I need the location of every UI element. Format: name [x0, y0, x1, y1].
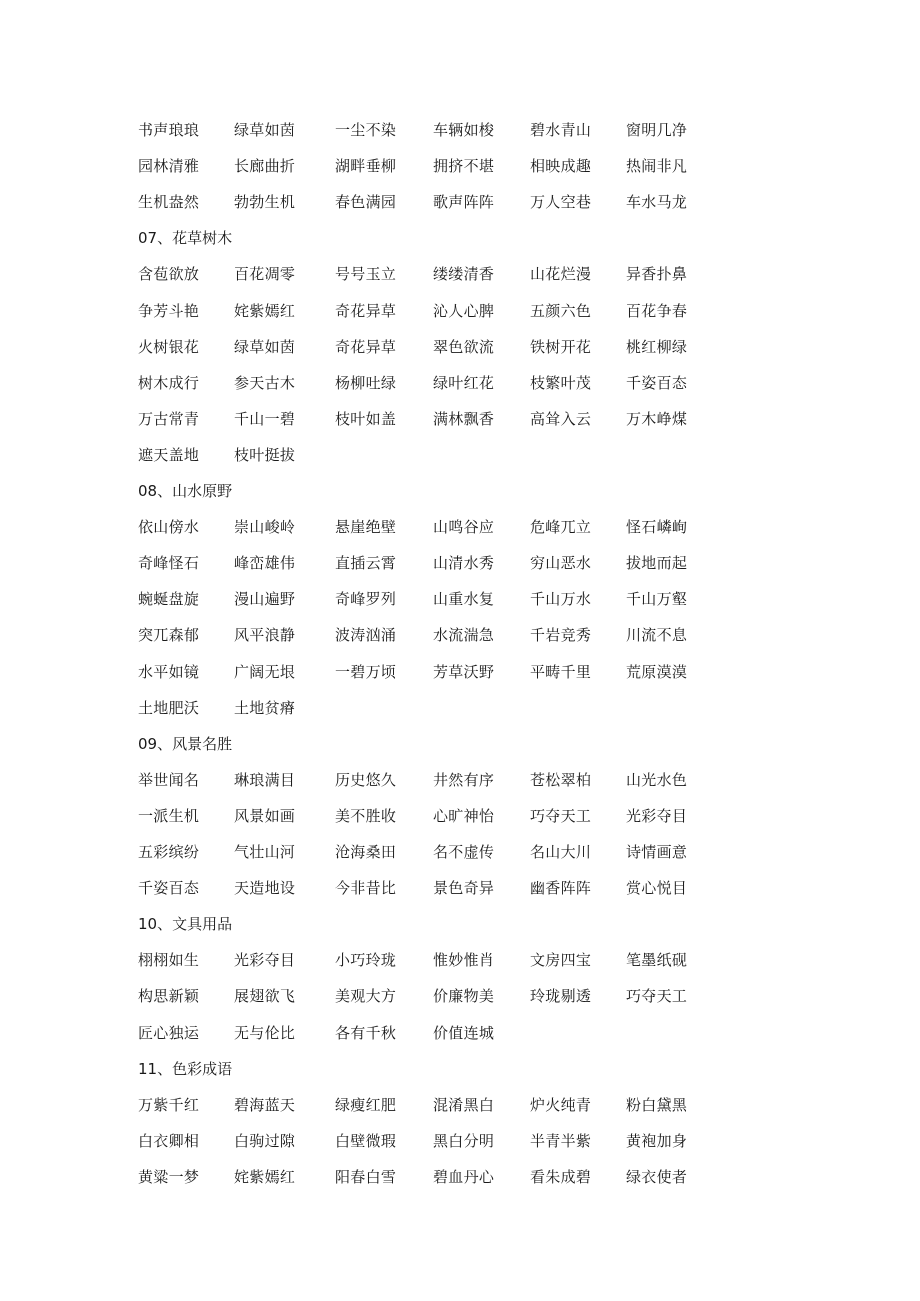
idiom-item: 山清水秀 — [433, 554, 495, 573]
idiom-row — [0, 950, 920, 986]
idiom-item: 铁树开花 — [530, 337, 592, 356]
idiom-item: 山鸣谷应 — [433, 518, 495, 537]
idiom-item: 绿草如茵 — [234, 337, 296, 356]
idiom-item: 千山万壑 — [626, 590, 688, 609]
idiom-item: 构思新颖 — [138, 987, 200, 1006]
idiom-item: 黄袍加身 — [626, 1131, 688, 1150]
idiom-row — [0, 120, 920, 156]
idiom-item: 车水马龙 — [626, 193, 688, 212]
idiom-item: 一碧万顷 — [335, 662, 397, 681]
idiom-item: 风平浪静 — [234, 626, 296, 645]
idiom-item: 千姿百态 — [626, 373, 688, 392]
idiom-item: 生机盎然 — [138, 193, 200, 212]
idiom-item: 火树银花 — [138, 337, 200, 356]
idiom-row — [0, 409, 920, 445]
idiom-item: 一派生机 — [138, 806, 200, 825]
idiom-item: 姹紫嫣红 — [234, 301, 296, 320]
idiom-row — [0, 445, 920, 481]
idiom-item: 千山一碧 — [234, 409, 296, 428]
idiom-item: 高耸入云 — [530, 409, 592, 428]
idiom-item: 举世闻名 — [138, 770, 200, 789]
idiom-row — [0, 589, 920, 625]
idiom-item: 看朱成碧 — [530, 1167, 592, 1186]
idiom-row — [0, 806, 920, 842]
idiom-item: 满林飘香 — [433, 409, 495, 428]
idiom-item: 价廉物美 — [433, 987, 495, 1006]
idiom-item: 赏心悦目 — [626, 879, 688, 898]
idiom-item: 万古常青 — [138, 409, 200, 428]
idiom-item: 井然有序 — [433, 770, 495, 789]
idiom-item: 车辆如梭 — [433, 121, 495, 139]
idiom-row — [0, 1023, 920, 1059]
idiom-row — [0, 770, 920, 806]
idiom-row — [0, 264, 920, 300]
idiom-item: 枝叶如盖 — [335, 409, 397, 428]
idiom-item: 碧水青山 — [530, 121, 592, 139]
idiom-item: 湖畔垂柳 — [335, 157, 397, 176]
idiom-item: 翠色欲流 — [433, 337, 495, 356]
idiom-item: 含苞欲放 — [138, 265, 200, 284]
idiom-item: 书声琅琅 — [138, 121, 200, 139]
idiom-item: 参天古木 — [234, 373, 296, 392]
idiom-item: 树木成行 — [138, 373, 200, 392]
idiom-item: 万木峥煤 — [626, 409, 688, 428]
idiom-item: 景色奇异 — [433, 879, 495, 898]
idiom-item: 绿叶红花 — [433, 373, 495, 392]
idiom-item: 绿草如茵 — [234, 121, 296, 139]
idiom-item: 号号玉立 — [335, 265, 397, 284]
idiom-item: 蜿蜒盘旋 — [138, 590, 200, 609]
idiom-item: 诗情画意 — [626, 843, 688, 861]
idiom-item: 危峰兀立 — [530, 518, 592, 537]
idiom-item: 遮天盖地 — [138, 445, 200, 464]
idiom-item: 沁人心脾 — [433, 301, 495, 320]
section-heading: 09、风景名胜 — [138, 734, 233, 753]
idiom-item: 姹紫嫣红 — [234, 1167, 296, 1186]
idiom-row — [0, 1095, 920, 1131]
idiom-row — [0, 553, 920, 589]
idiom-item: 名不虚传 — [433, 843, 495, 861]
idiom-item: 穷山恶水 — [530, 554, 592, 573]
idiom-item: 春色满园 — [335, 193, 397, 212]
idiom-item: 枝繁叶茂 — [530, 373, 592, 392]
idiom-item: 窗明几净 — [626, 121, 688, 139]
idiom-row — [0, 1131, 920, 1167]
idiom-item: 栩栩如生 — [138, 951, 200, 970]
idiom-item: 绿衣使者 — [626, 1167, 688, 1186]
idiom-item: 价值连城 — [433, 1023, 495, 1042]
idiom-item: 半青半紫 — [530, 1131, 592, 1150]
idiom-item: 炉火纯青 — [530, 1095, 592, 1114]
idiom-item: 奇峰怪石 — [138, 554, 200, 573]
idiom-item: 今非昔比 — [335, 879, 397, 898]
idiom-item: 光彩夺目 — [626, 806, 688, 825]
idiom-row — [0, 986, 920, 1022]
idiom-item: 阳春白雪 — [335, 1167, 397, 1186]
idiom-item: 百花争春 — [626, 301, 688, 320]
idiom-row — [0, 301, 920, 337]
idiom-item: 惟妙惟肖 — [433, 951, 495, 970]
idiom-item: 苍松翠柏 — [530, 770, 592, 789]
idiom-item: 五颜六色 — [530, 301, 592, 320]
idiom-item: 白壁微瑕 — [335, 1131, 397, 1150]
idiom-item: 沧海桑田 — [335, 843, 397, 861]
idiom-item: 长廊曲折 — [234, 157, 296, 176]
idiom-item: 缕缕清香 — [433, 265, 495, 284]
idiom-row — [0, 517, 920, 553]
idiom-item: 歌声阵阵 — [433, 193, 495, 212]
idiom-item: 黄粱一梦 — [138, 1167, 200, 1186]
idiom-item: 风景如画 — [234, 806, 296, 825]
section-heading: 10、文具用品 — [138, 915, 233, 934]
idiom-item: 琳琅满目 — [234, 770, 296, 789]
idiom-item: 一尘不染 — [335, 121, 397, 139]
idiom-item: 天造地设 — [234, 879, 296, 898]
idiom-item: 混淆黑白 — [433, 1095, 495, 1114]
idiom-item: 山重水复 — [433, 590, 495, 609]
idiom-item: 五彩缤纷 — [138, 843, 200, 861]
idiom-item: 桃红柳绿 — [626, 337, 688, 356]
section-heading: 08、山水原野 — [138, 482, 233, 500]
idiom-row — [0, 156, 920, 192]
idiom-item: 拔地而起 — [626, 554, 688, 573]
section-heading: 11、色彩成语 — [138, 1059, 233, 1078]
idiom-item: 万人空巷 — [530, 193, 592, 212]
idiom-item: 山花烂漫 — [530, 265, 592, 284]
idiom-item: 奇花异草 — [335, 301, 397, 320]
idiom-row — [0, 192, 920, 228]
idiom-item: 匠心独运 — [138, 1023, 200, 1042]
idiom-item: 千岩竞秀 — [530, 626, 592, 645]
idiom-row — [0, 625, 920, 661]
idiom-row — [0, 662, 920, 698]
idiom-item: 黑白分明 — [433, 1131, 495, 1150]
idiom-item: 土地肥沃 — [138, 698, 200, 717]
section-heading: 07、花草树木 — [138, 229, 233, 248]
idiom-item: 怪石嶙峋 — [626, 518, 688, 537]
idiom-item: 历史悠久 — [335, 770, 397, 789]
idiom-item: 笔墨纸砚 — [626, 951, 688, 970]
idiom-item: 奇峰罗列 — [335, 590, 397, 609]
idiom-item: 光彩夺目 — [234, 951, 296, 970]
idiom-item: 热闹非凡 — [626, 157, 688, 176]
idiom-row — [0, 337, 920, 373]
idiom-item: 巧夺天工 — [626, 987, 688, 1006]
idiom-item: 土地贫瘠 — [234, 698, 296, 717]
idiom-item: 百花凋零 — [234, 265, 296, 284]
idiom-item: 广阔无垠 — [234, 662, 296, 681]
idiom-item: 异香扑鼻 — [626, 265, 688, 284]
idiom-item: 气壮山河 — [234, 843, 296, 861]
idiom-row — [0, 1167, 920, 1203]
idiom-item: 突兀森郁 — [138, 626, 200, 645]
idiom-item: 白衣卿相 — [138, 1131, 200, 1150]
idiom-item: 水流湍急 — [433, 626, 495, 645]
idiom-item: 峰峦雄伟 — [234, 554, 296, 573]
idiom-item: 展翅欲飞 — [234, 987, 296, 1006]
idiom-item: 芳草沃野 — [433, 662, 495, 681]
idiom-item: 碧海蓝天 — [234, 1095, 296, 1114]
idiom-item: 万紫千红 — [138, 1095, 200, 1114]
idiom-item: 奇花异草 — [335, 337, 397, 356]
idiom-item: 悬崖绝壁 — [335, 518, 397, 537]
idiom-row — [0, 878, 920, 914]
idiom-item: 碧血丹心 — [433, 1167, 495, 1186]
idiom-item: 勃勃生机 — [234, 193, 296, 212]
idiom-item: 荒原漠漠 — [626, 662, 688, 681]
idiom-item: 水平如镜 — [138, 662, 200, 681]
idiom-item: 千山万水 — [530, 590, 592, 609]
idiom-item: 粉白黛黑 — [626, 1095, 688, 1114]
idiom-item: 巧夺天工 — [530, 806, 592, 825]
idiom-item: 直插云霄 — [335, 554, 397, 573]
idiom-item: 文房四宝 — [530, 951, 592, 970]
idiom-item: 园林清雅 — [138, 157, 200, 176]
idiom-item: 各有千秋 — [335, 1023, 397, 1042]
idiom-item: 崇山峻岭 — [234, 518, 296, 537]
idiom-item: 美观大方 — [335, 987, 397, 1006]
idiom-item: 名山大川 — [530, 843, 592, 861]
idiom-item: 幽香阵阵 — [530, 879, 592, 898]
idiom-item: 争芳斗艳 — [138, 301, 200, 320]
idiom-item: 山光水色 — [626, 770, 688, 789]
idiom-item: 美不胜收 — [335, 806, 397, 825]
idiom-item: 相映成趣 — [530, 157, 592, 176]
idiom-item: 依山傍水 — [138, 518, 200, 537]
idiom-item: 无与伦比 — [234, 1023, 296, 1042]
idiom-item: 杨柳吐绿 — [335, 373, 397, 392]
idiom-item: 拥挤不堪 — [433, 157, 495, 176]
idiom-item: 平畴千里 — [530, 662, 592, 681]
idiom-item: 心旷神怡 — [433, 806, 495, 825]
idiom-item: 波涛汹涌 — [335, 626, 397, 645]
idiom-item: 千姿百态 — [138, 879, 200, 898]
idiom-item: 漫山遍野 — [234, 590, 296, 609]
idiom-item: 玲珑剔透 — [530, 987, 592, 1006]
idiom-row — [0, 373, 920, 409]
idiom-item: 白驹过隙 — [234, 1131, 296, 1150]
idiom-item: 小巧玲珑 — [335, 951, 397, 970]
idiom-row — [0, 842, 920, 878]
idiom-item: 枝叶挺拔 — [234, 445, 296, 464]
idiom-item: 绿瘦红肥 — [335, 1095, 397, 1114]
idiom-item: 川流不息 — [626, 626, 688, 645]
idiom-row — [0, 698, 920, 734]
